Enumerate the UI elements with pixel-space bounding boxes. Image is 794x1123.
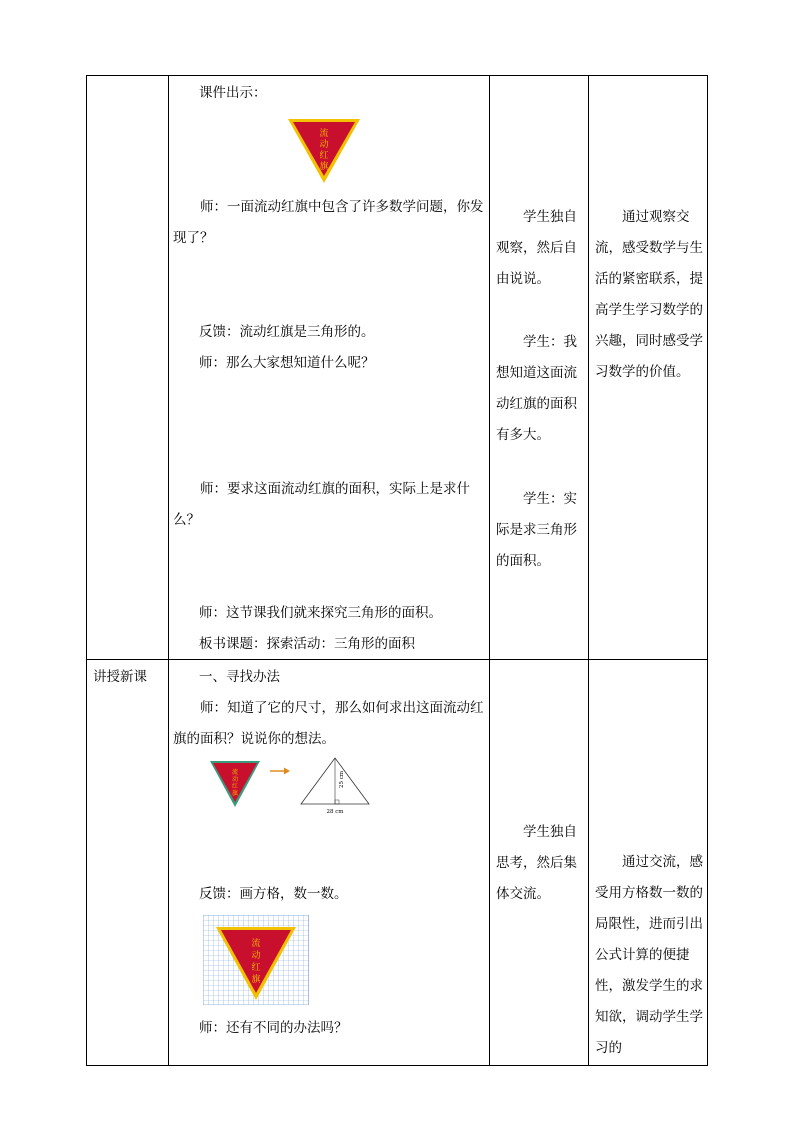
flag-char: 动 xyxy=(319,140,329,150)
teacher-question-1: 师：一面流动红旗中包含了许多数学问题，你发现了？ xyxy=(173,199,484,246)
intent-text: 通过观察交流，感受数学与生活的紧密联系，提高学生学习数学的兴趣，同时感受学习数学的价值。 xyxy=(595,209,703,380)
flag-char: 红 xyxy=(319,151,329,161)
flag-char: 旗 xyxy=(231,790,239,797)
base-label: 28 cm xyxy=(326,809,344,815)
student-activity-cell xyxy=(490,660,589,1066)
teacher-question-2: 师：还有不同的办法吗？ xyxy=(199,1020,348,1036)
red-flag-image xyxy=(209,760,261,808)
height-label: 25 cm xyxy=(339,770,345,788)
feedback-line: 反馈：画方格，数一数。 xyxy=(199,886,348,902)
flag-char: 动 xyxy=(251,951,261,961)
feedback-line: 反馈：流动红旗是三角形的。 xyxy=(199,324,375,340)
intent-text: 通过交流，感受用方格数一数的局限性，进而引出公式计算的便捷性，激发学生的求知欲，调动学生学习的 xyxy=(595,854,703,1056)
design-intent-cell xyxy=(589,76,708,660)
stage-label: 讲授新课 xyxy=(93,669,147,685)
arrow-right-icon xyxy=(269,766,291,776)
teacher-activity-cell xyxy=(169,76,490,660)
student-text: 学生：我想知道这面流动红旗的面积有多大。 xyxy=(496,334,577,443)
flag-char: 旗 xyxy=(319,162,329,172)
flag-char: 红 xyxy=(251,963,261,973)
grid-flag-image xyxy=(203,915,309,1005)
section-heading: 一、寻找办法 xyxy=(199,669,280,685)
student-text: 学生独自思考，然后集体交流。 xyxy=(496,824,577,902)
board-title-line: 板书课题：探索活动：三角形的面积 xyxy=(199,636,415,652)
design-intent-cell xyxy=(589,660,708,1066)
student-text: 学生独自观察，然后自由说说。 xyxy=(496,209,577,287)
red-flag-image xyxy=(286,117,362,185)
stage-cell xyxy=(87,76,169,660)
courseware-line: 课件出示： xyxy=(199,85,267,101)
teacher-activity-cell xyxy=(169,660,490,1066)
teacher-question-3: 师：要求这面流动红旗的面积，实际上是求什么？ xyxy=(173,481,470,528)
student-activity-cell xyxy=(490,76,589,660)
teacher-question-1: 师：知道了它的尺寸，那么如何求出这面流动红旗的面积？说说你的想法。 xyxy=(173,700,484,747)
flag-char: 流 xyxy=(319,129,329,139)
flag-char: 动 xyxy=(231,776,239,783)
table-row xyxy=(87,76,708,660)
teacher-statement: 师：这节课我们就来探究三角形的面积。 xyxy=(199,605,442,621)
table-row xyxy=(87,660,708,1066)
flag-char: 红 xyxy=(231,783,239,790)
lesson-plan-table xyxy=(86,75,708,1066)
student-text: 学生：实际是求三角形的面积。 xyxy=(496,491,577,569)
flag-char: 旗 xyxy=(251,975,261,985)
flag-char: 流 xyxy=(251,939,261,949)
flag-char: 流 xyxy=(231,769,239,776)
triangle-figure xyxy=(297,756,373,820)
teacher-question-2: 师：那么大家想知道什么呢？ xyxy=(199,355,375,371)
stage-cell xyxy=(87,660,169,1066)
